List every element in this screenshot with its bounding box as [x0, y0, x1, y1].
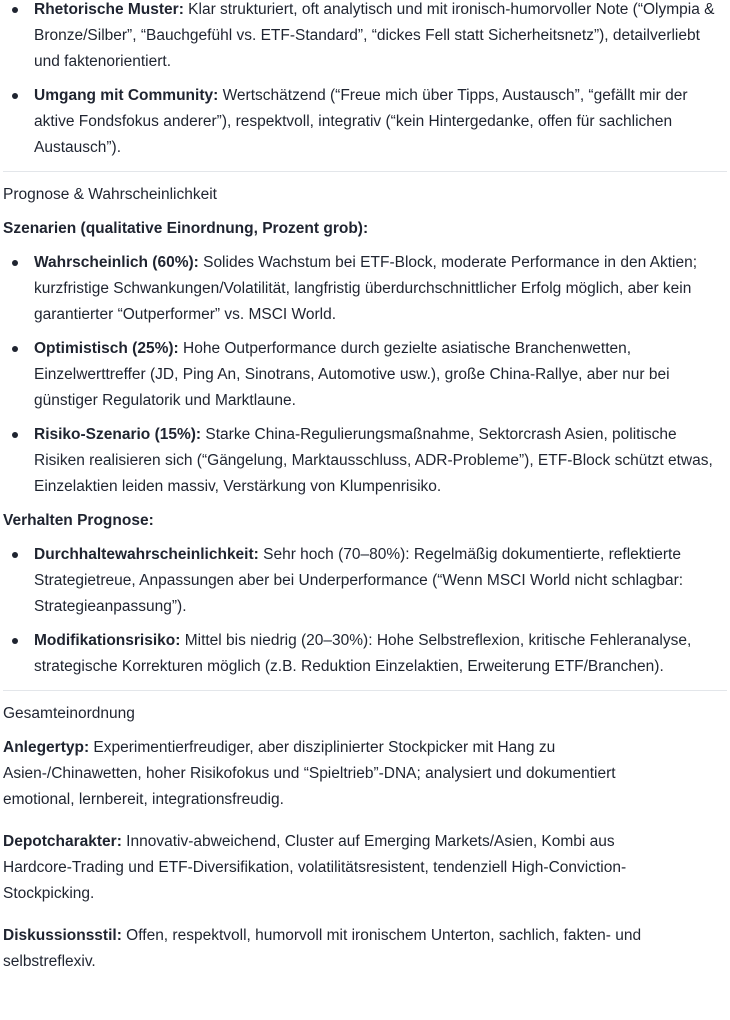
item-label: Optimistisch (25%): [34, 340, 179, 357]
list-item [3, 250, 727, 328]
item-label: Durchhaltewahrscheinlichkeit: [34, 546, 259, 563]
paragraph-depotcharakter [3, 829, 727, 907]
list-item [3, 542, 727, 620]
paragraph-diskussionsstil [3, 923, 727, 975]
item-label: Wahrscheinlich (60%): [34, 254, 199, 271]
traits-list [3, 0, 727, 161]
list-item [3, 83, 727, 161]
item-text: Hohe Outperformance durch gezielte asiatische Branchenwetten, Einzelwerttreffer (JD, Ping An, Sinotrans, Automotive usw.), große China-Rallye, aber nur bei günstiger Regulatorik und Marktlaune. [34, 340, 670, 409]
list-item [3, 422, 727, 500]
item-text: Starke China-Regulierungsmaßnahme, Sektorcrash Asien, politische Risiken realisieren sich (“Gängelung, Marktausschluss, ADR-Probleme”), ETF-Block schützt etwas, Einzelaktien leiden massiv, Verstärkung von Klumpenrisiko. [34, 426, 713, 495]
item-label: Rhetorische Muster: [34, 1, 184, 18]
section-title-prognose: Prognose & Wahrscheinlichkeit [3, 186, 217, 203]
verhalten-list [3, 542, 727, 680]
para-text: Experimentierfreudiger, aber disziplinierter Stockpicker mit Hang zu Asien-/Chinawetten, hoher Risikofokus und “Spieltrieb”-DNA; analysiert und dokumentiert emotional, lernbereit, integrationsfreudig. [3, 739, 616, 808]
para-text: Innovativ-abweichend, Cluster auf Emerging Markets/Asien, Kombi aus Hardcore-Trading und ETF-Diversifikation, volatilitätsresistent, tendenziell High-Conviction-Stockpicking. [3, 833, 627, 902]
para-label: Depotcharakter: [3, 833, 122, 850]
section-divider [3, 690, 727, 691]
section-title-gesamt: Gesamteinordnung [3, 705, 135, 722]
item-label: Risiko-Szenario (15%): [34, 426, 202, 443]
list-item [3, 0, 727, 75]
paragraph-anlegertyp [3, 735, 727, 813]
item-label: Umgang mit Community: [34, 87, 219, 104]
section-divider [3, 171, 727, 172]
verhalten-heading: Verhalten Prognose: [3, 512, 154, 529]
item-text: Klar strukturiert, oft analytisch und mit ironisch-humorvoller Note (“Olympia & Bronze/Silber”, “Bauchgefühl vs. ETF-Standard”, “dickes Fell statt Sicherheitsnetz”), detailverliebt und faktenorientiert. [34, 1, 715, 70]
item-label: Modifikationsrisiko: [34, 632, 181, 649]
para-label: Diskussionsstil: [3, 927, 122, 944]
list-item [3, 628, 727, 680]
para-label: Anlegertyp: [3, 739, 90, 756]
list-item [3, 336, 727, 414]
item-text: Sehr hoch (70–80%): Regelmäßig dokumentierte, reflektierte Strategietreue, Anpassungen aber bei Underperformance (“Wenn MSCI World nicht schlagbar: Strategieanpassung”). [34, 546, 684, 615]
item-text: Wertschätzend (“Freue mich über Tipps, Austausch”, “gefällt mir der aktive Fondsfokus anderer”), respektvoll, integrativ (“kein Hintergedanke, offen für sachlichen Austausch”). [34, 87, 688, 156]
szenarien-list [3, 250, 727, 500]
item-text: Solides Wachstum bei ETF-Block, moderate Performance in den Aktien; kurzfristige Schwankungen/Volatilität, langfristig überdurchschnittlicher Erfolg möglich, aber kein garantierter “Outperformer” vs. MSCI World. [34, 254, 698, 323]
szenarien-heading: Szenarien (qualitative Einordnung, Prozent grob): [3, 220, 369, 237]
item-text: Mittel bis niedrig (20–30%): Hohe Selbstreflexion, kritische Fehleranalyse, strategische Korrekturen möglich (z.B. Reduktion Einzelaktien, Erweiterung ETF/Branchen). [34, 632, 692, 675]
para-text: Offen, respektvoll, humorvoll mit ironischem Unterton, sachlich, fakten- und selbstreflexiv. [3, 927, 642, 970]
